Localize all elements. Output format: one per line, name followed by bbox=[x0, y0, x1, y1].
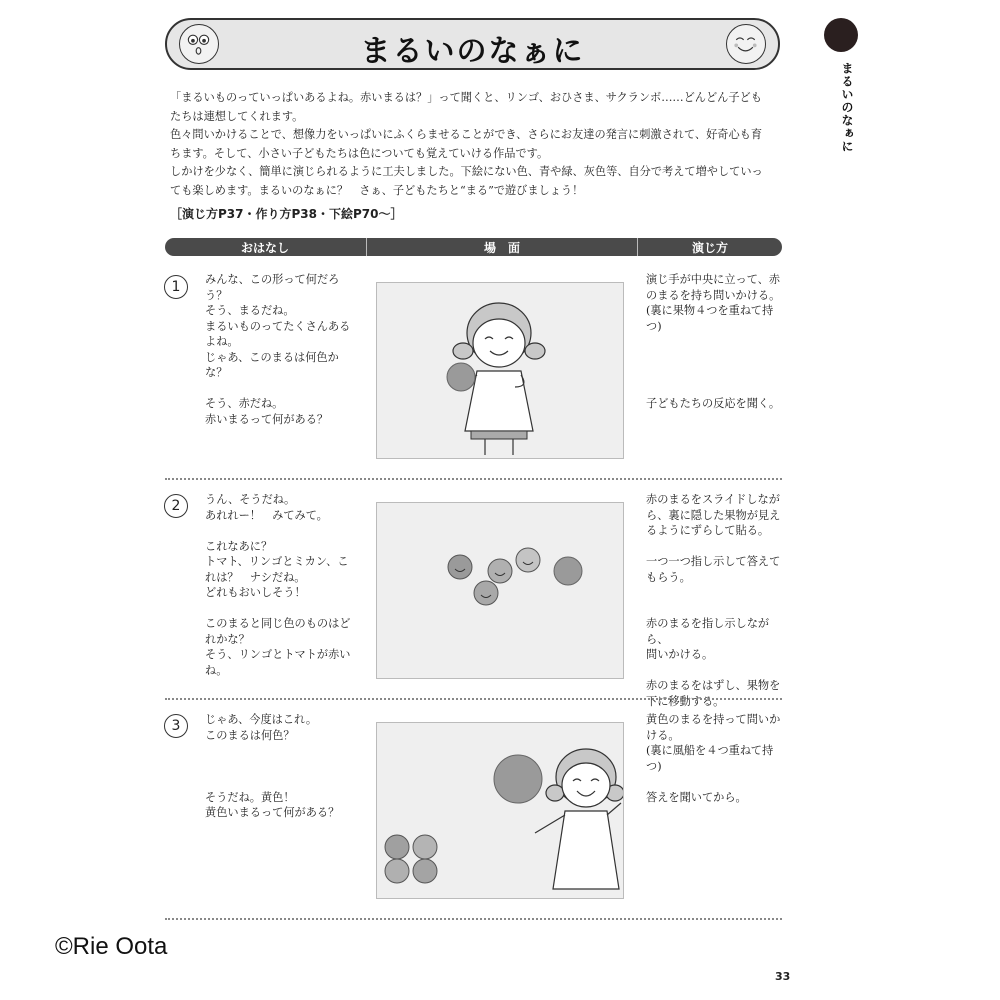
story-line: れは？ ナシだね。 bbox=[205, 570, 306, 584]
story-line: このまるは何色？ bbox=[205, 728, 295, 742]
scene-illustration bbox=[376, 282, 624, 459]
performance-text bbox=[646, 712, 791, 805]
story-line: 赤いまるって何がある？ bbox=[205, 412, 329, 426]
performance-line: 黄色のまるを持って問いか bbox=[646, 713, 781, 726]
intro-line: 「まるいものっていっぱいあるよね。赤いまるは？」って聞くと、リンゴ、おひさま、サクランボ……どんどん子ども bbox=[170, 91, 762, 104]
story-line bbox=[205, 601, 357, 617]
story-line bbox=[205, 381, 357, 397]
copyright-notice: ©Rie Oota bbox=[55, 933, 168, 960]
performance-line: ら、裏に隠した果物が見え bbox=[646, 508, 781, 522]
story-text bbox=[205, 272, 357, 427]
story-line: あれれー！ みてみて。 bbox=[205, 508, 328, 522]
intro-line: ても楽しめます。まるいのなぁに？ さぁ、子どもたちと“まる”で遊びましょう！ bbox=[170, 183, 584, 197]
story-line: じゃあ、このまるは何色か bbox=[205, 350, 339, 364]
performance-line: つ) bbox=[646, 759, 662, 773]
girl-with-yellow-circle-illustration bbox=[377, 723, 623, 898]
row-number: 3 bbox=[164, 714, 188, 738]
performance-line: 問いかける。 bbox=[646, 648, 714, 661]
performance-line bbox=[646, 334, 791, 350]
performance-line: 演じ手が中央に立って、赤 bbox=[646, 273, 781, 286]
performance-line bbox=[646, 365, 791, 381]
performance-line: 赤のまるを指し示しながら、 bbox=[646, 617, 770, 646]
table-header bbox=[165, 238, 782, 256]
story-line: このまると同じ色のものはど bbox=[205, 617, 351, 630]
intro-line: ちます。そして、小さい子どもたちは色についても覚えていける作品です。 bbox=[170, 146, 549, 160]
scene-illustration bbox=[376, 722, 624, 899]
performance-line: 赤のまるをはずし、果物を bbox=[646, 679, 781, 692]
story-line: そう、赤だね。 bbox=[205, 397, 284, 410]
story-line: う？ bbox=[205, 288, 228, 302]
performance-line bbox=[646, 601, 791, 617]
story-line: そうだね。黄色！ bbox=[205, 790, 295, 804]
story-line: みんな、この形って何だろ bbox=[205, 273, 340, 286]
fruits-and-circle-illustration bbox=[377, 503, 623, 678]
story-line: そう、まるだね。 bbox=[205, 304, 295, 317]
story-line: 黄色いまるって何がある？ bbox=[205, 806, 340, 819]
performance-line: ける。 bbox=[646, 728, 680, 742]
performance-line bbox=[646, 774, 791, 790]
intro-line: 色々問いかけることで、想像力をいっぱいにふくらませることができ、さらにお友達の発言に刺激されて、好奇心も育 bbox=[170, 128, 763, 141]
title-banner bbox=[165, 18, 780, 70]
story-line bbox=[205, 523, 357, 539]
header-scene: 場 面 bbox=[483, 241, 520, 255]
row-number: 1 bbox=[164, 275, 188, 299]
story-line: れかな？ bbox=[205, 632, 250, 646]
story-line: な？ bbox=[205, 366, 228, 379]
performance-line: 赤のまるをスライドしなが bbox=[646, 493, 780, 506]
story-line: まるいものってたくさんある bbox=[205, 319, 351, 333]
story-line: これなあに？ bbox=[205, 539, 273, 553]
intro-text bbox=[170, 89, 785, 200]
row-separator bbox=[165, 918, 782, 920]
story-line bbox=[205, 759, 357, 775]
page-reference: ［演じ方P37・作り方P38・下絵P70～］ bbox=[170, 207, 403, 221]
story-line: そう、リンゴとトマトが赤い bbox=[205, 648, 351, 661]
intro-line: しかけを少なく、簡単に演じられるように工夫しました。下絵にない色、青や緑、灰色等、自分で考えて増やしていっ bbox=[170, 165, 763, 178]
chapter-side-label: まるいのなぁに bbox=[840, 62, 854, 153]
story-text bbox=[205, 492, 357, 678]
performance-line: もらう。 bbox=[646, 570, 691, 584]
performance-line: (裏に果物４つを重ねて持 bbox=[646, 304, 774, 317]
row-number: 2 bbox=[164, 494, 188, 518]
performance-line: 一つ一つ指し示して答えて bbox=[646, 555, 781, 568]
story-text bbox=[205, 712, 357, 821]
row-separator bbox=[165, 698, 782, 700]
performance-line bbox=[646, 350, 791, 366]
story-line: トマト、リンゴとミカン、こ bbox=[205, 555, 349, 568]
performance-line: 答えを聞いてから。 bbox=[646, 790, 747, 804]
story-line bbox=[205, 774, 357, 790]
story-line: うん、そうだね。 bbox=[205, 493, 296, 506]
performance-line: つ) bbox=[646, 319, 662, 333]
story-line bbox=[205, 743, 357, 759]
performance-line bbox=[646, 585, 791, 601]
performance-text bbox=[646, 492, 791, 709]
girl-holding-circle-illustration bbox=[377, 283, 623, 458]
performance-line bbox=[646, 381, 791, 397]
story-line: ね。 bbox=[205, 663, 228, 677]
performance-text bbox=[646, 272, 791, 412]
story-line: よね。 bbox=[205, 335, 239, 348]
page-number: 33 bbox=[775, 970, 791, 983]
story-line: どれもおいしそう！ bbox=[205, 586, 306, 599]
header-performance: 演じ方 bbox=[691, 241, 728, 255]
page-title: まるいのなぁに bbox=[360, 34, 585, 69]
performance-line: のまるを持ち問いかける。 bbox=[646, 288, 781, 302]
performance-line bbox=[646, 663, 791, 679]
performance-line bbox=[646, 539, 791, 555]
intro-line: たちは連想してくれます。 bbox=[170, 109, 304, 123]
performance-line: (裏に風船を４つ重ねて持 bbox=[646, 744, 774, 757]
smiling-face-icon bbox=[726, 24, 766, 64]
scene-illustration bbox=[376, 502, 624, 679]
chapter-tab-marker bbox=[824, 18, 858, 52]
story-line: じゃあ、今度はこれ。 bbox=[205, 713, 318, 726]
performance-line: 下に移動する。 bbox=[646, 694, 725, 708]
row-separator bbox=[165, 478, 782, 480]
performance-line: 子どもたちの反応を聞く。 bbox=[646, 397, 781, 410]
performance-line: るようにずらして貼る。 bbox=[646, 524, 770, 537]
header-story: おはなし bbox=[240, 241, 289, 255]
